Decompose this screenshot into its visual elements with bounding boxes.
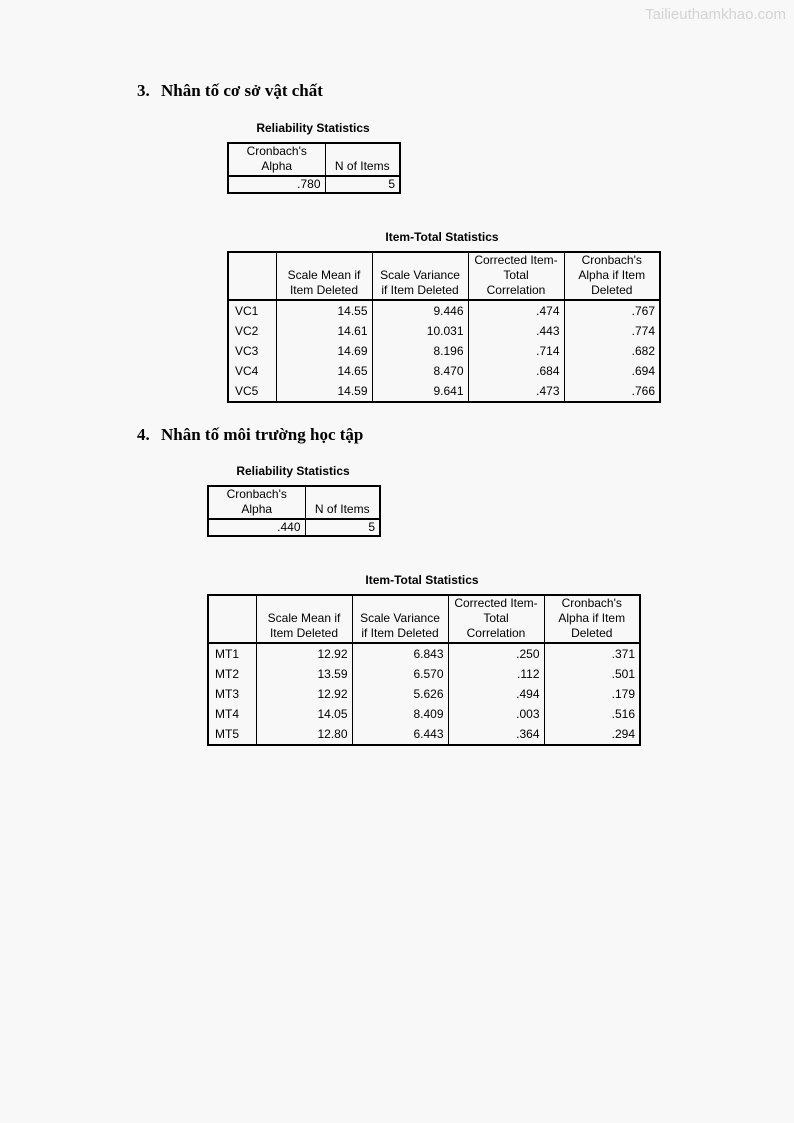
cell-correlation: .443 (468, 321, 564, 341)
cell-variance: 6.443 (352, 724, 448, 745)
section-heading-4 (137, 425, 363, 445)
cell-variance: 8.470 (372, 361, 468, 381)
col-header-alpha-if-deleted: Cronbach's Alpha if Item Deleted (544, 595, 640, 643)
cell-correlation: .250 (448, 643, 544, 664)
row-label: MT4 (208, 704, 256, 724)
cell-correlation: .494 (448, 684, 544, 704)
section-number: 4. (137, 425, 150, 444)
cell-correlation: .364 (448, 724, 544, 745)
table-row (208, 724, 640, 745)
cell-variance: 6.570 (352, 664, 448, 684)
table-row (228, 300, 660, 321)
table-row (208, 643, 640, 664)
cell-mean: 14.55 (276, 300, 372, 321)
cell-correlation: .474 (468, 300, 564, 321)
cell-variance: 8.409 (352, 704, 448, 724)
col-header-n-items: N of Items (305, 486, 380, 519)
col-header-alpha: Cronbach's Alpha (228, 143, 325, 176)
cell-mean: 12.92 (256, 684, 352, 704)
cell-mean: 14.65 (276, 361, 372, 381)
col-header-blank (208, 595, 256, 643)
n-items-value: 5 (325, 176, 400, 193)
row-label: MT3 (208, 684, 256, 704)
section-title: Nhân tố môi trường học tập (161, 425, 364, 444)
cell-variance: 6.843 (352, 643, 448, 664)
cell-variance: 10.031 (372, 321, 468, 341)
cell-correlation: .003 (448, 704, 544, 724)
cell-variance: 9.641 (372, 381, 468, 402)
item-total-title: Item-Total Statistics (365, 573, 479, 587)
table-row (228, 361, 660, 381)
alpha-value: .440 (208, 519, 305, 536)
row-label: VC2 (228, 321, 276, 341)
table-row (228, 321, 660, 341)
cell-alpha: .371 (544, 643, 640, 664)
item-total-title: Item-Total Statistics (385, 230, 499, 244)
table-row (228, 341, 660, 361)
section-title: Nhân tố cơ sở vật chất (161, 81, 323, 100)
col-header-scale-mean: Scale Mean if Item Deleted (256, 595, 352, 643)
cell-mean: 14.05 (256, 704, 352, 724)
n-items-value: 5 (305, 519, 380, 536)
cell-alpha: .516 (544, 704, 640, 724)
cell-variance: 5.626 (352, 684, 448, 704)
cell-alpha: .694 (564, 361, 660, 381)
row-label: VC1 (228, 300, 276, 321)
item-total-table (207, 594, 641, 746)
table-row (208, 684, 640, 704)
reliability-table (207, 485, 381, 537)
cell-mean: 14.59 (276, 381, 372, 402)
cell-alpha: .682 (564, 341, 660, 361)
cell-alpha: .294 (544, 724, 640, 745)
cell-alpha: .766 (564, 381, 660, 402)
col-header-corrected-correlation: Corrected Item-Total Correlation (468, 252, 564, 300)
table-row (228, 381, 660, 402)
col-header-alpha: Cronbach's Alpha (208, 486, 305, 519)
row-label: MT2 (208, 664, 256, 684)
section-number: 3. (137, 81, 150, 100)
row-label: MT1 (208, 643, 256, 664)
row-label: VC3 (228, 341, 276, 361)
cell-mean: 14.61 (276, 321, 372, 341)
reliability-title: Reliability Statistics (236, 464, 350, 478)
cell-mean: 12.92 (256, 643, 352, 664)
cell-correlation: .684 (468, 361, 564, 381)
cell-mean: 13.59 (256, 664, 352, 684)
row-label: VC5 (228, 381, 276, 402)
cell-variance: 9.446 (372, 300, 468, 321)
table-row (208, 704, 640, 724)
cell-correlation: .714 (468, 341, 564, 361)
row-label: MT5 (208, 724, 256, 745)
col-header-scale-variance: Scale Variance if Item Deleted (352, 595, 448, 643)
cell-alpha: .501 (544, 664, 640, 684)
cell-mean: 12.80 (256, 724, 352, 745)
item-total-table (227, 251, 661, 403)
cell-correlation: .473 (468, 381, 564, 402)
col-header-blank (228, 252, 276, 300)
col-header-scale-variance: Scale Variance if Item Deleted (372, 252, 468, 300)
reliability-table (227, 142, 401, 194)
cell-mean: 14.69 (276, 341, 372, 361)
cell-alpha: .767 (564, 300, 660, 321)
cell-alpha: .179 (544, 684, 640, 704)
col-header-scale-mean: Scale Mean if Item Deleted (276, 252, 372, 300)
col-header-alpha-if-deleted: Cronbach's Alpha if Item Deleted (564, 252, 660, 300)
col-header-n-items: N of Items (325, 143, 400, 176)
table-row (208, 664, 640, 684)
reliability-title: Reliability Statistics (256, 121, 370, 135)
section-heading-3 (137, 81, 323, 101)
cell-correlation: .112 (448, 664, 544, 684)
col-header-corrected-correlation: Corrected Item-Total Correlation (448, 595, 544, 643)
cell-variance: 8.196 (372, 341, 468, 361)
row-label: VC4 (228, 361, 276, 381)
watermark: Tailieuthamkhao.com (645, 6, 786, 23)
alpha-value: .780 (228, 176, 325, 193)
cell-alpha: .774 (564, 321, 660, 341)
